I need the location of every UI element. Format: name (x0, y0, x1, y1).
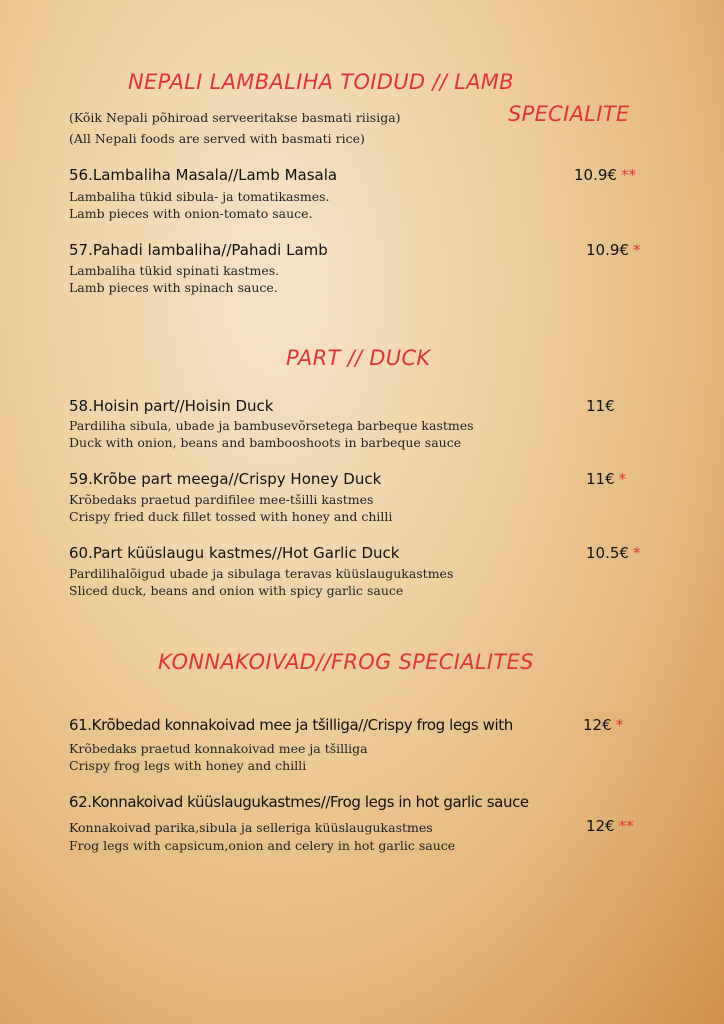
spice-stars: * (618, 470, 627, 488)
menu-item-name: 58.Hoisin part//Hoisin Duck (69, 397, 274, 415)
spice-stars: * (632, 241, 641, 259)
menu-item-price: 10.5€ * (586, 544, 641, 562)
spice-stars: * (632, 544, 641, 562)
menu-item-price: 12€ * (583, 716, 624, 734)
menu-item-desc-en: Lamb pieces with spinach sauce. (69, 280, 278, 295)
menu-item-desc-en: Duck with onion, beans and bambooshoots in barbeque sauce (69, 435, 462, 450)
menu-item-name: 62.Konnakoivad küüslaugukastmes//Frog legs in hot garlic sauce (69, 793, 529, 811)
menu-item-desc-en: Crispy frog legs with honey and chilli (69, 758, 307, 773)
menu-item-desc-et: Krõbedaks praetud pardifilee mee-tšilli kastmes (69, 492, 374, 507)
menu-item-desc-et: Lambaliha tükid sibula- ja tomatikasmes. (69, 189, 330, 204)
menu-item-price: 12€ ** (586, 817, 634, 835)
section-title-duck: PART // DUCK (286, 346, 431, 370)
menu-item-desc-et: Krõbedaks praetud konnakoivad mee ja tšilliga (69, 741, 368, 756)
menu-item-desc-et: Lambaliha tükid spinati kastmes. (69, 263, 280, 278)
note-estonian: (Kõik Nepali põhiroad serveeritakse basmati riisiga) (69, 110, 401, 125)
spice-stars: * (615, 716, 624, 734)
menu-item-desc-et: Pardiliha sibula, ubade ja bambusevõrsetega barbeque kastmes (69, 418, 474, 433)
spice-stars: ** (618, 817, 634, 835)
menu-item-name: 61.Krõbedad konnakoivad mee ja tšilliga//Crispy frog legs with (69, 716, 513, 734)
menu-item-desc-et: Konnakoivad parika,sibula ja selleriga küüslaugukastmes (69, 820, 433, 835)
note-english: (All Nepali foods are served with basmati rice) (69, 131, 365, 146)
menu-item-price: 10.9€ * (586, 241, 641, 259)
spice-stars: ** (620, 166, 636, 184)
menu-item-name: 59.Krõbe part meega//Crispy Honey Duck (69, 470, 382, 488)
menu-item-name: 57.Pahadi lambaliha//Pahadi Lamb (69, 241, 328, 259)
menu-item-desc-en: Lamb pieces with onion-tomato sauce. (69, 206, 313, 221)
section-title-lamb: NEPALI LAMBALIHA TOIDUD // LAMB (128, 70, 514, 94)
menu-item-price: 11€ (586, 397, 615, 415)
menu-item-price: 11€ * (586, 470, 627, 488)
section-title-frog: KONNAKOIVAD//FROG SPECIALITES (158, 650, 534, 674)
menu-item-desc-et: Pardilihalõigud ubade ja sibulaga teravas küüslaugukastmes (69, 566, 454, 581)
menu-item-desc-en: Crispy fried duck fillet tossed with honey and chilli (69, 509, 393, 524)
menu-item-name: 56.Lambaliha Masala//Lamb Masala (69, 166, 338, 184)
menu-item-name: 60.Part küüslaugu kastmes//Hot Garlic Duck (69, 544, 400, 562)
section-title-lamb-line2: SPECIALITE (508, 102, 630, 126)
menu-item-desc-en: Frog legs with capsicum,onion and celery in hot garlic sauce (69, 838, 456, 853)
menu-item-price: 10.9€ ** (574, 166, 636, 184)
menu-item-desc-en: Sliced duck, beans and onion with spicy garlic sauce (69, 583, 404, 598)
